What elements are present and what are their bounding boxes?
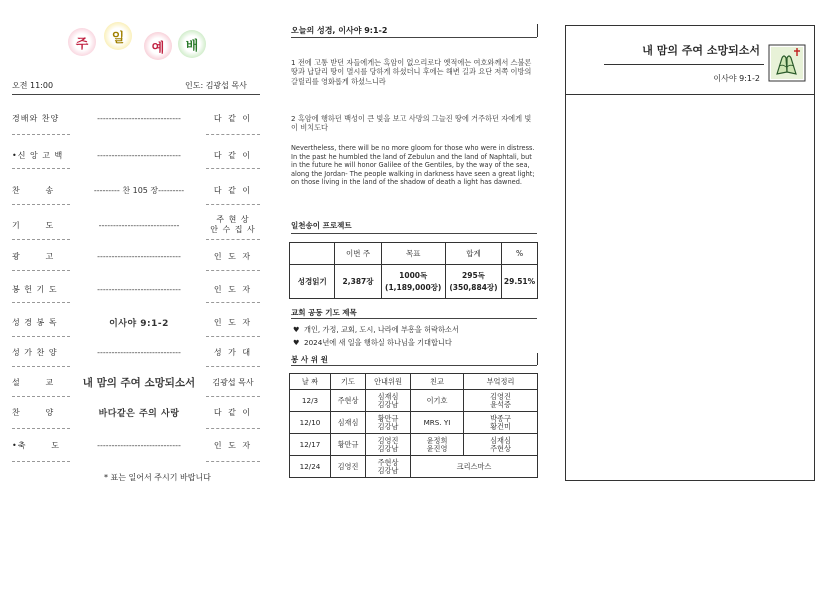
- sermon-title: 내 맘의 주여 소망되소서: [642, 44, 760, 57]
- title-char: 배: [178, 30, 206, 58]
- servants-heading: 봉 사 위 원: [291, 355, 328, 364]
- order-item: •축 도 ----------------------------- 인 도 자: [12, 440, 253, 450]
- table-row: 12/10 심재심 황만규 김강남 MRS. YI 박종구 황건미: [290, 412, 538, 434]
- praying-hands-icon: [768, 44, 806, 82]
- title-char: 예: [144, 32, 172, 60]
- order-item: 성 가 찬 양 ----------------------------- 성 가 대: [12, 347, 253, 357]
- divider: [291, 365, 537, 366]
- order-item: 설 교 내 맘의 주여 소망되소서 김광섭 목사: [12, 376, 254, 389]
- table-row: 12/24 김영진 주현상 김강남 크리스마스: [290, 456, 538, 478]
- scripture-verse-1: 1 전에 고통 받던 자들에게는 흑암이 없으리로다 옛적에는 여호와께서 스불론 땅과 납달리 땅이 멸시를 당하게 하셨더니 후에는 해변 길과 요단 저쪽 이방의 갈릴리를 영화롭게 하셨느니라: [291, 58, 532, 86]
- heart-icon: ♥: [293, 338, 300, 347]
- prayer-item: ♥ 개인, 가정, 교회, 도시, 나라에 부흥을 허락하소서: [293, 325, 459, 334]
- service-time: 오전 11:00: [12, 81, 54, 90]
- table-row: 12/3 주현상 심재심 김강남 이기호 김영진 윤석증: [290, 390, 538, 412]
- service-leader: 인도: 김광섭 목사: [185, 81, 247, 90]
- divider: [12, 94, 260, 95]
- divider: [291, 233, 537, 234]
- title-char: 일: [104, 22, 132, 50]
- servants-table: 날 짜 기도 안내위원 친교 부엌정리 12/3 주현상 심재심 김강남 이기호 김영진 윤석증 12/10 심재심 황만규 김강남 MRS. YI 박종구 황건미 12/17 황만규 김영진 김강남 윤정희 윤진영 심재심 주현상 12/24 김영진 주현상 김강남 크리스마스: [289, 373, 538, 478]
- prayer-item: ♥ 2024년에 새 일을 행하실 하나님을 기대합니다: [293, 338, 452, 347]
- table-row: 12/17 황만규 김영진 김강남 윤정희 윤진영 심재심 주현상: [290, 434, 538, 456]
- prayer-heading: 교회 공동 기도 제목: [291, 308, 357, 317]
- project-heading: 일천송이 프로젝트: [291, 221, 352, 230]
- order-item: 광 고 ----------------------------- 인 도 자: [12, 251, 253, 261]
- scripture-english: Nevertheless, there will be no more gloom for those who were in distress. In the past he humbled the land of Zebulun and the land of Naphtali, but in the future he will honor Galilee of the Gentiles, by the way of the sea, along the Jordan- The people walking in darkness have seen a great light; on those living in the land of the shadow of death a light has dawned.: [291, 144, 535, 187]
- heart-icon: ♥: [293, 325, 300, 334]
- divider: [291, 37, 537, 38]
- project-table: 이번 주 목표 합계 % 성경읽기 2,387장 1000독 (1,189,000장) 295독 (350,884장) 29.51%: [289, 242, 538, 299]
- order-item: 봉 헌 기 도 ----------------------------- 인 도 자: [12, 284, 253, 294]
- order-item: 찬 양 바다같은 주의 사랑 다 같 이: [12, 407, 253, 419]
- divider: [291, 318, 537, 319]
- divider: [604, 64, 764, 65]
- divider: [537, 353, 538, 365]
- divider: [565, 94, 815, 95]
- scripture-heading: 오늘의 성경, 이사야 9:1-2: [291, 26, 388, 35]
- order-item: 찬 송 --------- 찬 105 장--------- 다 같 이: [12, 185, 253, 195]
- divider: [537, 24, 538, 37]
- order-item: 경배와 찬양 ----------------------------- 다 같 이: [12, 113, 253, 123]
- title-char: 주: [68, 28, 96, 56]
- footnote: * 표는 일어서 주시기 바랍니다: [104, 473, 211, 482]
- sermon-reference: 이사야 9:1-2: [713, 74, 760, 83]
- order-item: 기 도 ---------------------------- 주 현 상 안 수 집 사: [12, 215, 256, 234]
- order-item: •신 앙 고 백 ----------------------------- 다 같 이: [12, 150, 253, 160]
- order-item: 성 경 봉 독 이사야 9:1-2 인 도 자: [12, 317, 253, 329]
- scripture-verse-2: 2 흑암에 행하던 백성이 큰 빛을 보고 사망의 그늘진 땅에 거주하던 자에게 빛이 비치도다: [291, 114, 532, 133]
